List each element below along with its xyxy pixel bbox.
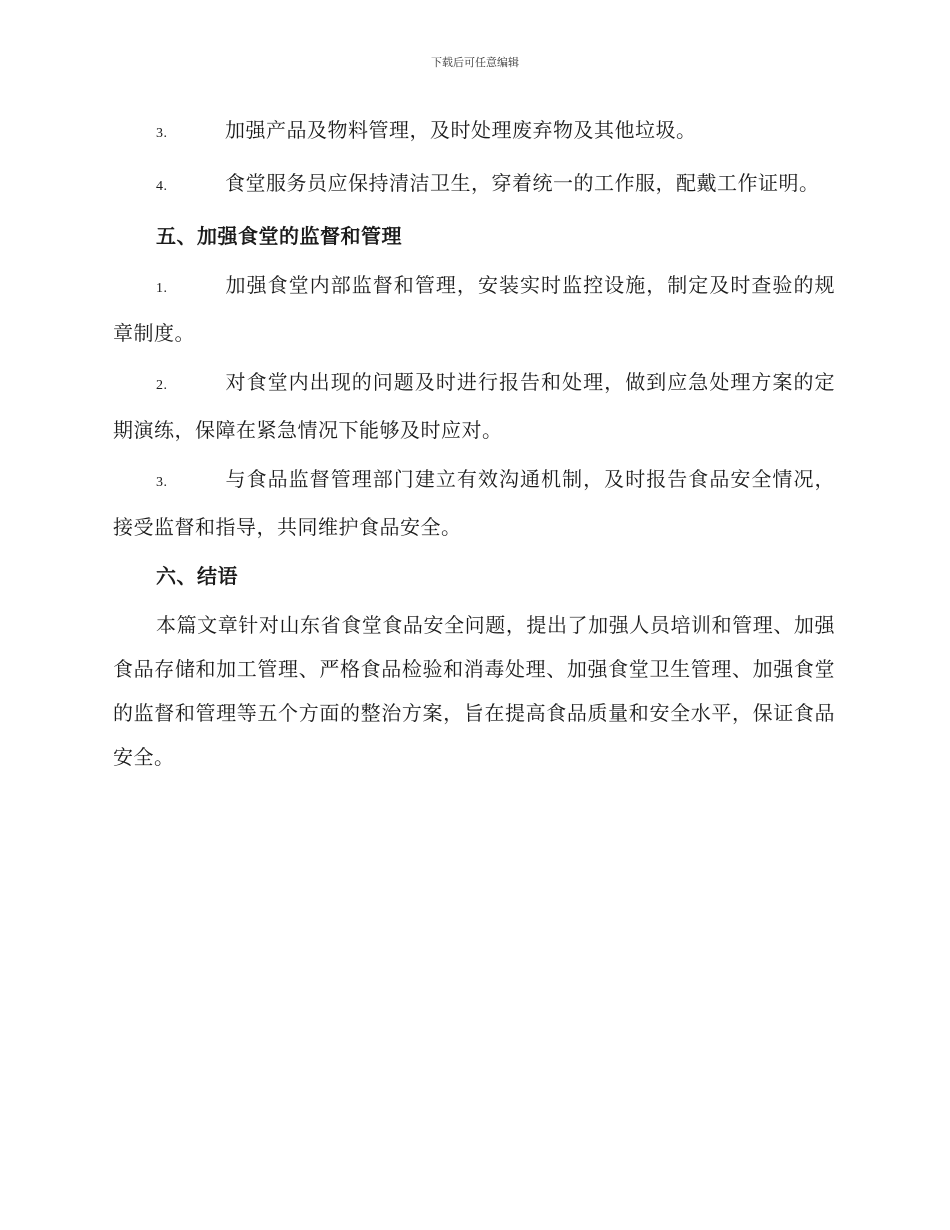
list-item-text: 与食品监督管理部门建立有效沟通机制，及时报告食品安全情况，接受监督和指导，共同维护食品安全。 bbox=[113, 467, 835, 539]
list-item-text: 对食堂内出现的问题及时进行报告和处理，做到应急处理方案的定期演练，保障在紧急情况下能够及时应对。 bbox=[113, 370, 835, 442]
list-item bbox=[113, 108, 835, 156]
page-header: 下载后可任意编辑 bbox=[431, 56, 519, 69]
section-heading: 五、加强食堂的监督和管理 bbox=[156, 224, 402, 248]
list-item-number: 3. bbox=[156, 475, 168, 490]
list-item-text: 食堂服务员应保持清洁卫生，穿着统一的工作服，配戴工作证明。 bbox=[225, 171, 820, 195]
document-body bbox=[113, 108, 835, 784]
list-item-text: 加强食堂内部监督和管理，安装实时监控设施，制定及时查验的规章制度。 bbox=[113, 273, 835, 345]
list-item-number: 4. bbox=[156, 179, 168, 194]
list-item-number: 1. bbox=[156, 281, 168, 296]
list-item bbox=[113, 457, 835, 549]
list-item-number: 2. bbox=[156, 378, 168, 393]
conclusion-paragraph: 本篇文章针对山东省食堂食品安全问题，提出了加强人员培训和管理、加强食品存储和加工管理、严格食品检验和消毒处理、加强食堂卫生管理、加强食堂的监督和管理等五个方面的整治方案，旨在提高食品质量和安全水平，保证食品安全。 bbox=[113, 613, 835, 769]
list-item-text: 加强产品及物料管理，及时处理废弃物及其他垃圾。 bbox=[225, 118, 697, 142]
section-heading: 六、结语 bbox=[156, 564, 238, 588]
list-item bbox=[113, 263, 835, 355]
list-item bbox=[113, 360, 835, 452]
list-item bbox=[113, 161, 835, 209]
list-item-number: 3. bbox=[156, 126, 168, 141]
